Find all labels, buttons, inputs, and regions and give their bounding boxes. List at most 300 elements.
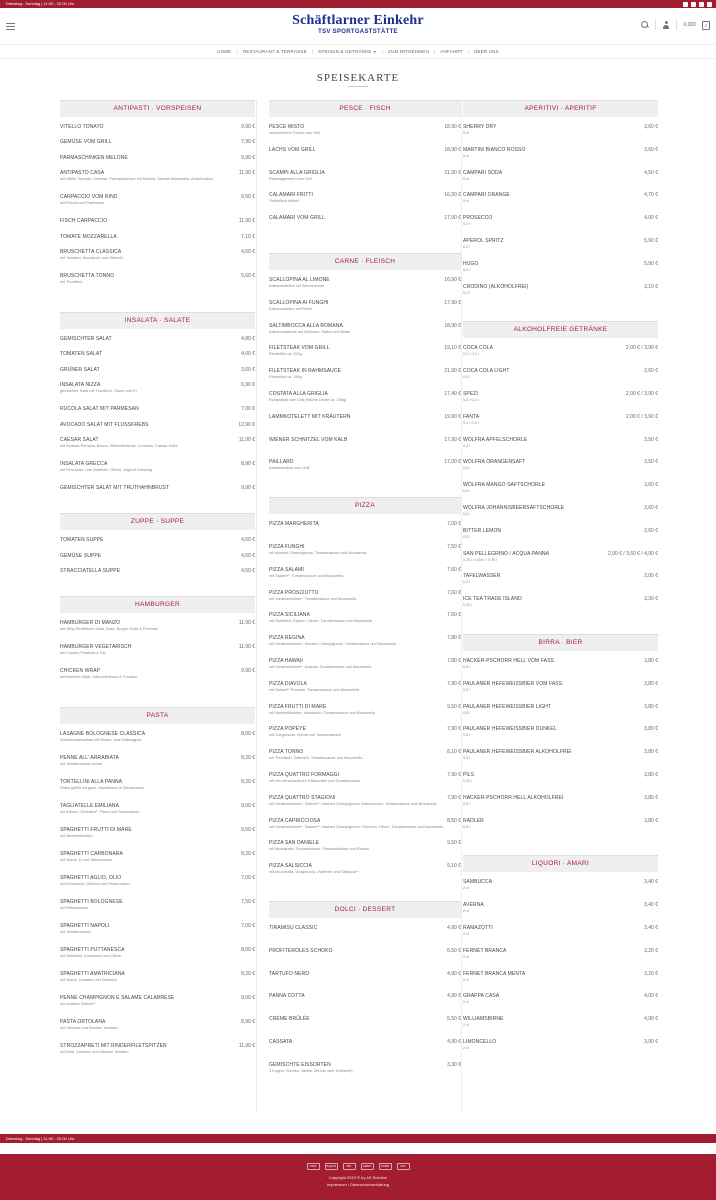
menu-item (463, 213, 658, 236)
menu-item (463, 526, 658, 549)
item-description: 0,1 l (463, 290, 471, 295)
cart-icon[interactable]: 0 (702, 21, 710, 30)
item-description: Pasta gefüllt mit ganz. Hackfleisch in Sahnesauce (60, 786, 144, 791)
menu-item (463, 503, 658, 526)
phone-icon[interactable] (707, 2, 712, 7)
item-price: 11,90 € (238, 620, 255, 627)
item-name: BITTER LEMON (463, 527, 502, 534)
item-price: 7,50 € (447, 543, 461, 550)
item-name: MARTINI BIANCO ROSSO (463, 146, 526, 153)
item-name: HAMBURGER DI MANZO (60, 620, 121, 627)
menu-item (269, 946, 461, 969)
menu-item (269, 457, 461, 480)
item-name: WOLFRA JOHANNISBEERSAFTSCHORLE (463, 504, 565, 511)
item-description: 0,33 l (463, 778, 473, 783)
item-price: 9,90 € (241, 668, 255, 675)
item-name: GRAPPA CASA (463, 993, 500, 1000)
menu-column-2 (256, 100, 462, 1112)
item-price: 3,60 € (644, 504, 658, 511)
item-description: 2 cl (463, 1023, 469, 1028)
menu-item (463, 816, 658, 839)
search-icon[interactable] (641, 21, 649, 29)
payment-methods (0, 1163, 716, 1170)
menu-item (463, 679, 658, 702)
menu-item (269, 190, 461, 213)
item-description: 0,2 / 0,4 l (463, 352, 479, 357)
item-name: GEMÜSE SUPPE (60, 552, 102, 559)
item-price: 8,90 € (241, 460, 255, 467)
item-description: 0,5 l (463, 756, 471, 761)
item-name: PIZZA PROSCIUTTO (269, 589, 319, 596)
item-name: PIZZA SALAMI (269, 566, 304, 573)
item-price: 11,90 € (238, 170, 255, 177)
item-name: PIZZA CAPRICCIOSA (269, 817, 321, 824)
menu-item (269, 610, 461, 633)
menu-item (60, 153, 255, 168)
item-name: HACKER-PSCHORR HELL ALKOHOLFREI (463, 794, 564, 801)
item-name: CHICKEN WRAP (60, 668, 101, 675)
item-description: mit Vitello Tonnato, Gemüse, Parmaschinken mit Melone, Tomate Mozzarella, Artischocken (60, 177, 213, 182)
item-name: CALAMARI FRITTI (269, 192, 314, 199)
item-price: 4,50 € (241, 248, 255, 255)
item-price: 2,00 € / 3,90 € (626, 390, 658, 397)
menu-section (269, 901, 461, 1083)
nav-home[interactable]: HOME (217, 49, 232, 54)
site-logo[interactable] (0, 13, 716, 35)
item-price: 18,90 € (444, 124, 461, 130)
item-price: 17,00 € (444, 459, 461, 466)
menu-item (463, 969, 658, 992)
menu-item (269, 1060, 461, 1083)
item-name: AVERNA (463, 902, 484, 909)
item-price: 9,50 € (447, 703, 461, 710)
item-name: VITELLO TONATO (60, 124, 104, 130)
menu-item (60, 232, 255, 247)
item-price: 17,90 € (444, 299, 461, 306)
item-name: TARTUFO NERO (269, 970, 310, 977)
menu-item (60, 1017, 255, 1041)
item-price: 3,30 € (447, 1061, 461, 1068)
item-description: 2 cl (463, 909, 469, 914)
item-name: RAMAZOTTI (463, 924, 493, 931)
section-heading: ALKOHOLFREIE GETRÄNKE (463, 321, 658, 338)
item-name: CRODINO (ALKOHOLFREI) (463, 283, 529, 290)
item-description: 5 cl (463, 176, 469, 181)
menu-section (60, 312, 255, 498)
instagram-icon[interactable] (691, 2, 696, 7)
item-name: INSALATA NIZZA (60, 382, 101, 389)
nav-mitnehmen[interactable]: ZUM MITNEHMEN (388, 49, 429, 54)
item-description: mit Feta Käse, rote Zwiebeln, Oliven, Joghurt Dressing (60, 467, 153, 472)
item-name: INSALATA GRECCA (60, 460, 108, 467)
item-price: 8,00 € (241, 947, 255, 954)
item-price: 7,10 € (241, 233, 255, 240)
item-name: PROSECCO (463, 215, 493, 222)
item-name: SPAGHETTI BOLOGNESE (60, 899, 123, 906)
item-price: 9,00 € (241, 995, 255, 1002)
item-price: 3,80 € (644, 703, 658, 710)
item-description: 0,1 l (463, 222, 471, 227)
payment-icon: CARD (379, 1163, 392, 1170)
item-name: PIZZA DIAVOLA (269, 680, 307, 687)
item-price: 11,90 € (238, 218, 255, 225)
item-name: COSTATA ALLA GRIGLIA (269, 390, 328, 397)
item-name: TOMATEN SUPPE (60, 537, 104, 544)
menu-item (269, 1037, 461, 1060)
item-price: 7,80 € (447, 657, 461, 664)
item-description: 0,2 / 0,4 l (463, 397, 479, 402)
item-name: STROZZAPRETI MIT RINDERFILETSPITZEN (60, 1043, 167, 1050)
item-name: WOLFRA MANGO SAFTSCHORLE (463, 482, 546, 489)
item-name: BRUSCHETTA CLASSICA (60, 248, 122, 255)
menu-item (60, 945, 255, 969)
item-price: 7,90 € (241, 139, 255, 146)
item-description: Kalbsschnitzel vom Grill (269, 466, 310, 471)
item-description: 0,4 l (463, 489, 471, 494)
item-description: 2 cl (463, 931, 469, 936)
item-price: 17,90 € (444, 436, 461, 443)
item-price: 7,60 € (447, 589, 461, 596)
logo-subtitle: TSV SPORTGASTSTÄTTE (318, 29, 398, 35)
payment-icon: AMEX (361, 1163, 374, 1170)
account-icon[interactable] (662, 21, 670, 29)
item-description: 2 cl (463, 954, 469, 959)
item-name: PIZZA SAN DANIELE (269, 840, 320, 847)
nav-restaurant[interactable]: RESTAURANT & TERRASSE (242, 49, 307, 54)
menu-item (463, 702, 658, 725)
menu-item (269, 969, 461, 992)
menu-item (60, 618, 255, 642)
menu-item (463, 656, 658, 679)
item-price: 9,10 € (447, 863, 461, 870)
opening-hours: Dienstag - Sonntag | 11:00 - 22:00 Uhr (6, 1, 75, 6)
nav-anfahrt[interactable]: ANFAHRT (440, 49, 463, 54)
cart-total[interactable]: 0,00€ (683, 22, 696, 28)
item-price: 3,40 € (644, 902, 658, 909)
menu-item (463, 946, 658, 969)
item-description: mit Meeresfrüchten (60, 834, 93, 839)
menu-item (60, 365, 255, 380)
section-heading: PIZZA (269, 497, 461, 514)
menu-item (463, 747, 658, 770)
legal-links[interactable]: Impressum / Datenschutzerklärung (326, 1182, 390, 1187)
menu-section (463, 100, 658, 304)
item-name: PIZZA REGINA (269, 635, 305, 642)
header-actions (641, 20, 710, 30)
item-description: Rinderfilet ca. 200g (269, 352, 302, 357)
item-price: 3,30 € (644, 596, 658, 603)
item-name: PIZZA SALSICCIA (269, 863, 312, 870)
item-name: PAULANER HEFEWEISSBIER LIGHT (463, 703, 552, 710)
item-name: SPEZI (463, 390, 478, 397)
item-name: TOMATEN SALAT (60, 351, 103, 358)
menu-item (463, 435, 658, 458)
item-description: mit Mozzarella, Gorgonzola, Zwiebeln und Salsiccia** (269, 870, 359, 875)
section-heading: ANTIPASTI · VORSPEISEN (60, 100, 255, 117)
item-price: 4,90 € (447, 924, 461, 931)
menu-section (463, 321, 658, 617)
item-price: 8,20 € (241, 755, 255, 762)
item-description: 0,4 l (463, 511, 471, 516)
item-description: mit Tomatensauce (60, 930, 91, 935)
item-price: 7,90 € (447, 680, 461, 687)
menu-item (60, 801, 255, 825)
menu-item (463, 770, 658, 793)
menu-item (269, 793, 461, 816)
item-description: 2 cl (463, 977, 469, 982)
menu-item (269, 565, 461, 588)
menu-item (269, 168, 461, 191)
payment-icon: PayPal (326, 1164, 336, 1168)
item-name: TIRAMISU CLASSIC (269, 924, 318, 931)
item-price: 2,00 € / 3,90 € (626, 413, 658, 420)
item-name: WOLFRA APFELSCHORLE (463, 436, 528, 443)
item-name: RUCOLA SALAT MIT PARMESAN (60, 406, 139, 413)
item-description: Kalbsmedaillon mit Zitronensoße (269, 283, 325, 288)
item-description: 0,2 l (463, 375, 471, 380)
menu-section (269, 253, 461, 480)
item-name: HAMBURGER VEGETARISCH (60, 644, 132, 651)
item-description: 0,5 l (463, 664, 471, 669)
item-price: 9,90 € (241, 154, 255, 161)
item-name: CAMPARI ORANGE (463, 192, 510, 199)
menu-item (269, 633, 461, 656)
menu-column-1 (60, 100, 255, 1065)
item-name: SPAGHETTI NAPOLI (60, 923, 110, 930)
item-price: 3,40 € (644, 924, 658, 931)
section-heading: ZUPPE · SUPPE (60, 513, 255, 530)
menu-item (60, 825, 255, 849)
menu-item (463, 168, 658, 191)
item-price: 6,90 € (241, 382, 255, 389)
item-name: LASAGNE BOLOGNESE CLASSICA (60, 731, 146, 738)
item-name: LIMONCELLO (463, 1038, 497, 1045)
item-price: 8,20 € (241, 971, 255, 978)
item-price: 21,90 € (444, 169, 461, 176)
item-price: 21,90 € (444, 368, 461, 375)
menu-item (463, 259, 658, 282)
item-description: 0,2 l (463, 244, 471, 249)
item-price: 17,40 € (444, 390, 461, 397)
item-description: 0,2 l (463, 534, 471, 539)
item-price: 3,90 € (644, 1038, 658, 1045)
menu-item (60, 873, 255, 897)
menu-item (60, 168, 255, 192)
item-price: 9,00 € (241, 803, 255, 810)
item-description: mit 180g Rindfleisch Salat, Käse, Burger Soße & Pommes (60, 627, 158, 632)
item-description: 0,5 l (463, 801, 471, 806)
copyright: Copyright 2019 © by AS Solution (328, 1175, 388, 1180)
item-price: 11,90 € (238, 436, 255, 443)
item-price: 19,10 € (444, 345, 461, 352)
item-description: mit Thunfisch (60, 279, 83, 284)
menu-item (463, 549, 658, 572)
site-header (0, 8, 716, 44)
menu-item (269, 389, 461, 412)
item-price: 4,50 € (241, 552, 255, 559)
item-price: 3,80 € (644, 771, 658, 778)
menu-item (463, 145, 658, 168)
item-description: 0,2 / 0,4 l (463, 420, 479, 425)
item-price: 4,70 € (644, 192, 658, 199)
item-description: 0,4 l (463, 580, 471, 585)
item-description: 0,4 l (463, 466, 471, 471)
item-price: 2,60 € (644, 527, 658, 534)
item-price: 2,00 € / 3,90 € (626, 345, 658, 352)
item-name: STRACCIATELLA SUPPE (60, 568, 121, 575)
item-name: PENNE ALL' ARRABIATA (60, 755, 119, 762)
menu-item (463, 190, 658, 213)
item-name: PENNE CHAMPIGNON E SALAME CALABRESE (60, 995, 175, 1002)
item-description: mit scharfer Salami** (60, 1002, 96, 1007)
item-name: SALTIMBOCCA ALLA ROMANA (269, 322, 343, 329)
item-price: 7,90 € (447, 771, 461, 778)
item-price: 3,10 € (644, 283, 658, 290)
item-price: 5,60 € (241, 272, 255, 279)
item-name: CALAMARI VOM GRILL (269, 215, 325, 222)
item-description: mit Tomaten, Knoblauch und Olivenöl (60, 255, 123, 260)
menu-item (269, 1014, 461, 1037)
facebook-icon[interactable] (683, 2, 688, 7)
menu-item (269, 122, 461, 145)
menu-item (269, 770, 461, 793)
nav-speisen[interactable] (318, 49, 377, 54)
menu-item (463, 457, 658, 480)
footer-bar: Dienstag - Sonntag | 11:00 - 22:00 Uhr (0, 1134, 716, 1143)
item-description: 0,4 l (463, 443, 471, 448)
section-heading: DOLCI · DESSERT (269, 901, 461, 918)
menu-item (269, 145, 461, 168)
menu-item (60, 334, 255, 349)
email-icon[interactable] (699, 2, 704, 7)
item-price: 3,80 € (644, 749, 658, 756)
item-price: 4,50 € (241, 537, 255, 544)
item-description: Rinderfilet ca. 180g (269, 375, 302, 380)
item-description: mit Thunfisch, Zwiebeln, Tomatensauce und Mozzarella (269, 756, 363, 761)
item-price: 4,90 € (447, 993, 461, 1000)
menu-item (463, 900, 658, 923)
item-price: 2,00 € (644, 573, 658, 580)
item-name: PIZZA FRUTTI DI MARE (269, 703, 327, 710)
item-price: 2,00 € / 3,60 € / 4,90 € (607, 550, 658, 557)
item-name: PASTA ORTOLANA (60, 1019, 106, 1026)
item-name: SHERRY DRY (463, 124, 497, 130)
item-name: WOLFRA ORANGENSAFT (463, 459, 526, 466)
item-description: mit frischem Salat, Hähnchenbrust & Tomaten (60, 675, 138, 680)
item-name: SPAGHETTI AMATRICIANA (60, 971, 125, 978)
item-description: Riesengarnelen vom Grill (269, 176, 312, 181)
item-price: 3,60 € (644, 482, 658, 489)
menu-item (269, 298, 461, 321)
item-description: 3 Kugeln: Schoko, Vanille, Zitrone oder Erdbeere) (269, 1068, 353, 1073)
item-name: FILETSTEAK IN RAHMSAUCE (269, 368, 342, 375)
item-price: 5,90 € (644, 260, 658, 267)
item-name: HACKER-PSCHORR HELL VOM FASS (463, 657, 554, 664)
item-name: GEMISCHTE EISSORTEN (269, 1061, 331, 1068)
item-price: 4,00 € (644, 215, 658, 222)
title-divider (348, 86, 368, 87)
item-description: 5 cl (463, 199, 469, 204)
item-name: PAULANER HEFEWEISSBIER DUNKEL (463, 726, 557, 733)
item-description: mit Speck, Tomaten und Zwiebeln (60, 978, 117, 983)
item-description: mit Rucola und Parmesan (60, 201, 104, 206)
item-price: 8,50 € (447, 817, 461, 824)
item-price: 2,60 € (644, 368, 658, 375)
payment-icon: INV (397, 1163, 410, 1170)
item-description: 0,5 l (463, 687, 471, 692)
menu-item (60, 849, 255, 873)
item-price: 7,50 € (241, 899, 255, 906)
item-name: HUGO (463, 260, 479, 267)
item-price: 3,80 € (644, 794, 658, 801)
menu-item (60, 921, 255, 945)
item-description: 2 cl (463, 1045, 469, 1050)
menu-item (269, 275, 461, 298)
menu-item (463, 122, 658, 145)
item-price: 5,50 € (447, 1016, 461, 1023)
menu-item (60, 1041, 255, 1065)
item-description: 0,33 l (463, 603, 473, 608)
item-name: PIZZA SICILIANA (269, 612, 310, 619)
menu-item (60, 435, 255, 459)
item-name: CAESAR SALAT (60, 436, 99, 443)
item-price: 19,90 € (444, 413, 461, 420)
menu-item (60, 247, 255, 271)
menu-item (463, 480, 658, 503)
item-name: TOMATE MOZZARELLA (60, 233, 117, 240)
menu-item (60, 349, 255, 364)
item-price: 7,60 € (447, 566, 461, 573)
menu-item (463, 724, 658, 747)
menu-item (60, 216, 255, 231)
section-heading: APERITIVI · APERITIF (463, 100, 658, 117)
item-price: 4,90 € (447, 970, 461, 977)
item-name: COCA COLA (463, 345, 494, 352)
item-description: mit Sardellen, Kapern, Oliven, Tomatensauce und Mozzarella (269, 619, 372, 624)
item-price: 8,20 € (241, 779, 255, 786)
item-description: mit Tomatensauce scharf (60, 762, 103, 767)
item-price: 3,60 € (241, 366, 255, 373)
item-description: mit Vorderschinken*, Tomatensauce und Mozzarella (269, 596, 357, 601)
menu-item (60, 729, 255, 753)
item-price: 8,90 € (241, 1019, 255, 1026)
top-info-bar (0, 0, 716, 8)
item-price: 8,20 € (241, 851, 255, 858)
item-price: 16,90 € (444, 192, 461, 199)
item-price: 12,90 € (238, 421, 255, 428)
item-description: mit Sardellen, Knoblauch und Oliven (60, 954, 122, 959)
item-description: mit frischen Champignons, Tomatensauce und Mozzarella (269, 550, 367, 555)
item-name: ANTIPASTO CASA (60, 170, 105, 177)
item-description: 2 cl (463, 886, 469, 891)
item-name: TORTELLINI ALLA PANNA (60, 779, 123, 786)
item-name: ICE TEA TRADE ISLAND (463, 596, 522, 603)
menu-section (463, 855, 658, 1059)
item-description: mit vier verschiedenen Käsesorten und Tomatensauce (269, 778, 361, 783)
item-description: 0,2 l (463, 267, 471, 272)
nav-ueber-uns[interactable]: ÜBER UNS (473, 49, 499, 54)
divider (655, 20, 656, 30)
menu-item (463, 923, 658, 946)
item-description: mit Gemüse und frischen Tomaten (60, 1026, 118, 1031)
menu-item (60, 551, 255, 566)
item-description: mit Gorgonzola, Spinat und Tomatensauce (269, 733, 341, 738)
item-name: PIZZA TONNO (269, 749, 304, 756)
item-description: mit Knoblauch, Olivenöl und Peperoncino (60, 882, 130, 887)
item-description: mit Vorderschinken*, Salami**, frischen Champignons, Peperoni, Oliven, Tomatensauce und Mozzarella (269, 824, 444, 829)
item-price: 3,50 € (644, 459, 658, 466)
item-price: 9,50 € (447, 840, 461, 847)
